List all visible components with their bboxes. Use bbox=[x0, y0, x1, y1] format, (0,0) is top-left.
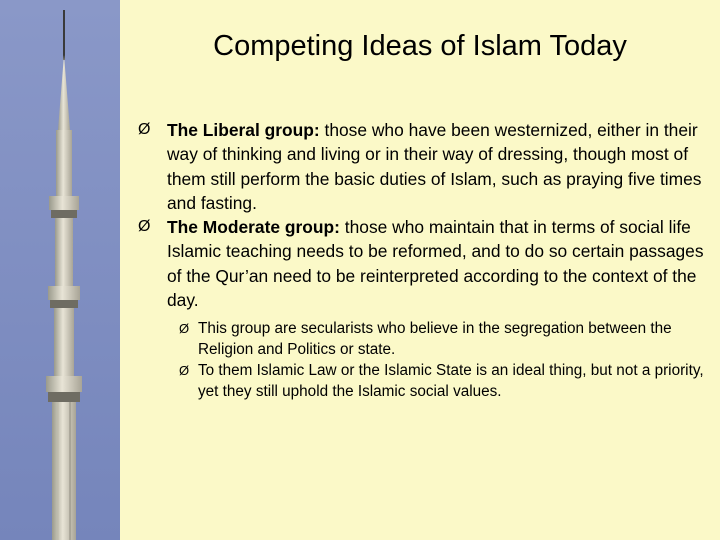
arrow-bullet-icon: Ø bbox=[138, 218, 151, 236]
sub-bullet-list bbox=[179, 319, 718, 402]
bullet-heading: The Moderate group: bbox=[167, 217, 340, 238]
arrow-bullet-icon: Ø bbox=[179, 363, 190, 379]
bullet-heading: The Liberal group: bbox=[167, 120, 320, 140]
bullet-list bbox=[138, 118, 718, 403]
bullet-moderate-group bbox=[138, 215, 718, 312]
arrow-bullet-icon: Ø bbox=[179, 321, 190, 337]
sub-bullet-text: This group are secularists who believe in the segregation between the Religion and Politics or state. bbox=[198, 320, 672, 358]
sub-bullet-islamic-law bbox=[179, 361, 718, 402]
bullet-text: those who maintain that in terms of social life Islamic teaching needs to be reformed, and to do so certain passages of the Qur’an need to be reinterpreted according to the context of the day. bbox=[167, 217, 704, 311]
minaret-photo bbox=[0, 0, 120, 540]
arrow-bullet-icon: Ø bbox=[138, 121, 151, 138]
bullet-text: those who have been westernized, either in their way of thinking and living or in their way of dressing, though most of them still perform the basic duties of Islam, such as praying five times and fasting. bbox=[167, 120, 702, 213]
sub-bullet-secularists bbox=[179, 319, 718, 360]
sub-bullet-text: To them Islamic Law or the Islamic State is an ideal thing, but not a priority, yet they still uphold the Islamic social values. bbox=[198, 362, 704, 400]
bullet-liberal-group bbox=[138, 118, 718, 215]
slide-title: Competing Ideas of Islam Today bbox=[213, 30, 627, 62]
